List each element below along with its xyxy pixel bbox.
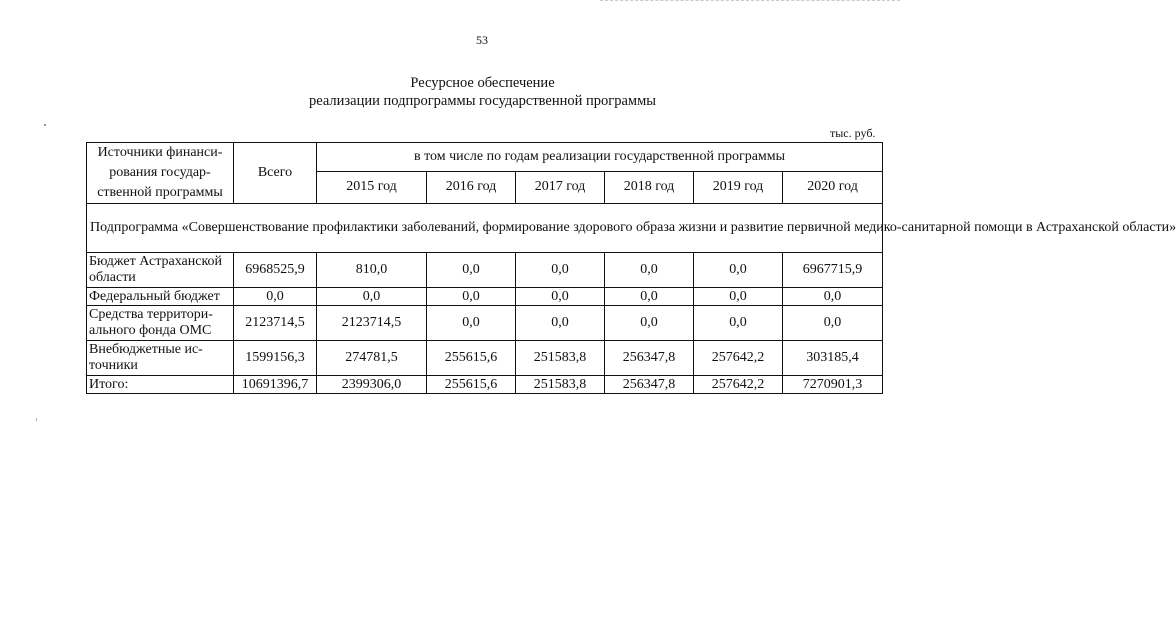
value-cell: 810,0 — [317, 253, 427, 288]
source-cell: Бюджет Астраханской области — [87, 253, 234, 288]
year-header: 2015 год — [317, 171, 427, 203]
header-total: Всего — [234, 143, 317, 204]
value-cell: 257642,2 — [694, 376, 783, 394]
value-cell: 255615,6 — [427, 376, 516, 394]
total-cell: 10691396,7 — [234, 376, 317, 394]
table-row — [87, 253, 883, 288]
value-cell: 0,0 — [516, 253, 605, 288]
year-header: 2020 год — [783, 171, 883, 203]
value-cell: 0,0 — [694, 288, 783, 306]
header-years-group: в том числе по годам реализации государственной программы — [317, 143, 883, 172]
value-cell: 0,0 — [783, 288, 883, 306]
total-cell: 6968525,9 — [234, 253, 317, 288]
table-row — [87, 306, 883, 341]
value-cell: 0,0 — [516, 288, 605, 306]
header-row — [87, 143, 883, 172]
scan-speck — [36, 418, 37, 421]
value-cell: 2399306,0 — [317, 376, 427, 394]
value-cell: 0,0 — [605, 253, 694, 288]
scan-speck — [44, 124, 46, 126]
resource-table — [86, 142, 1176, 394]
value-cell: 255615,6 — [427, 341, 516, 376]
value-cell: 6967715,9 — [783, 253, 883, 288]
title-line-2: реализации подпрограммы государственной программы — [308, 93, 657, 109]
value-cell: 0,0 — [516, 306, 605, 341]
title-line-1: Ресурсное обеспечение — [410, 75, 555, 91]
value-cell: 0,0 — [427, 288, 516, 306]
source-cell: Средства территори-ального фонда ОМС — [87, 306, 234, 341]
year-header: 2016 год — [427, 171, 516, 203]
source-cell: Федеральный бюджет — [87, 288, 234, 306]
page-number: 53 — [476, 33, 488, 47]
value-cell: 0,0 — [605, 306, 694, 341]
value-cell: 251583,8 — [516, 376, 605, 394]
value-cell: 7270901,3 — [783, 376, 883, 394]
total-cell: 1599156,3 — [234, 341, 317, 376]
total-cell: 2123714,5 — [234, 306, 317, 341]
table-row — [87, 288, 883, 306]
value-cell: 0,0 — [694, 253, 783, 288]
value-cell: 2123714,5 — [317, 306, 427, 341]
year-header: 2017 год — [516, 171, 605, 203]
document-title — [0, 74, 905, 110]
table-row — [87, 341, 883, 376]
total-row — [87, 376, 883, 394]
subprogram-row — [87, 204, 883, 253]
value-cell: 0,0 — [694, 306, 783, 341]
value-cell: 0,0 — [783, 306, 883, 341]
source-cell: Итого: — [87, 376, 234, 394]
value-cell: 251583,8 — [516, 341, 605, 376]
subprogram-title: Подпрограмма «Совершенствование профилактики заболеваний, формирование здорового образа жизни и развитие первичной медико-санитарной помощи в Астраханской области» — [87, 204, 883, 253]
year-header: 2019 год — [694, 171, 783, 203]
total-cell: 0,0 — [234, 288, 317, 306]
value-cell: 0,0 — [605, 288, 694, 306]
value-cell: 0,0 — [427, 306, 516, 341]
top-dashed-line — [600, 0, 900, 1]
value-cell: 256347,8 — [605, 376, 694, 394]
value-cell: 256347,8 — [605, 341, 694, 376]
units-label: тыс. руб. — [830, 126, 876, 140]
header-source: Источники финанси-рования государ-ственной программы — [87, 143, 234, 204]
value-cell: 0,0 — [317, 288, 427, 306]
value-cell: 274781,5 — [317, 341, 427, 376]
value-cell: 257642,2 — [694, 341, 783, 376]
value-cell: 303185,4 — [783, 341, 883, 376]
value-cell: 0,0 — [427, 253, 516, 288]
year-header: 2018 год — [605, 171, 694, 203]
source-cell: Внебюджетные ис-точники — [87, 341, 234, 376]
